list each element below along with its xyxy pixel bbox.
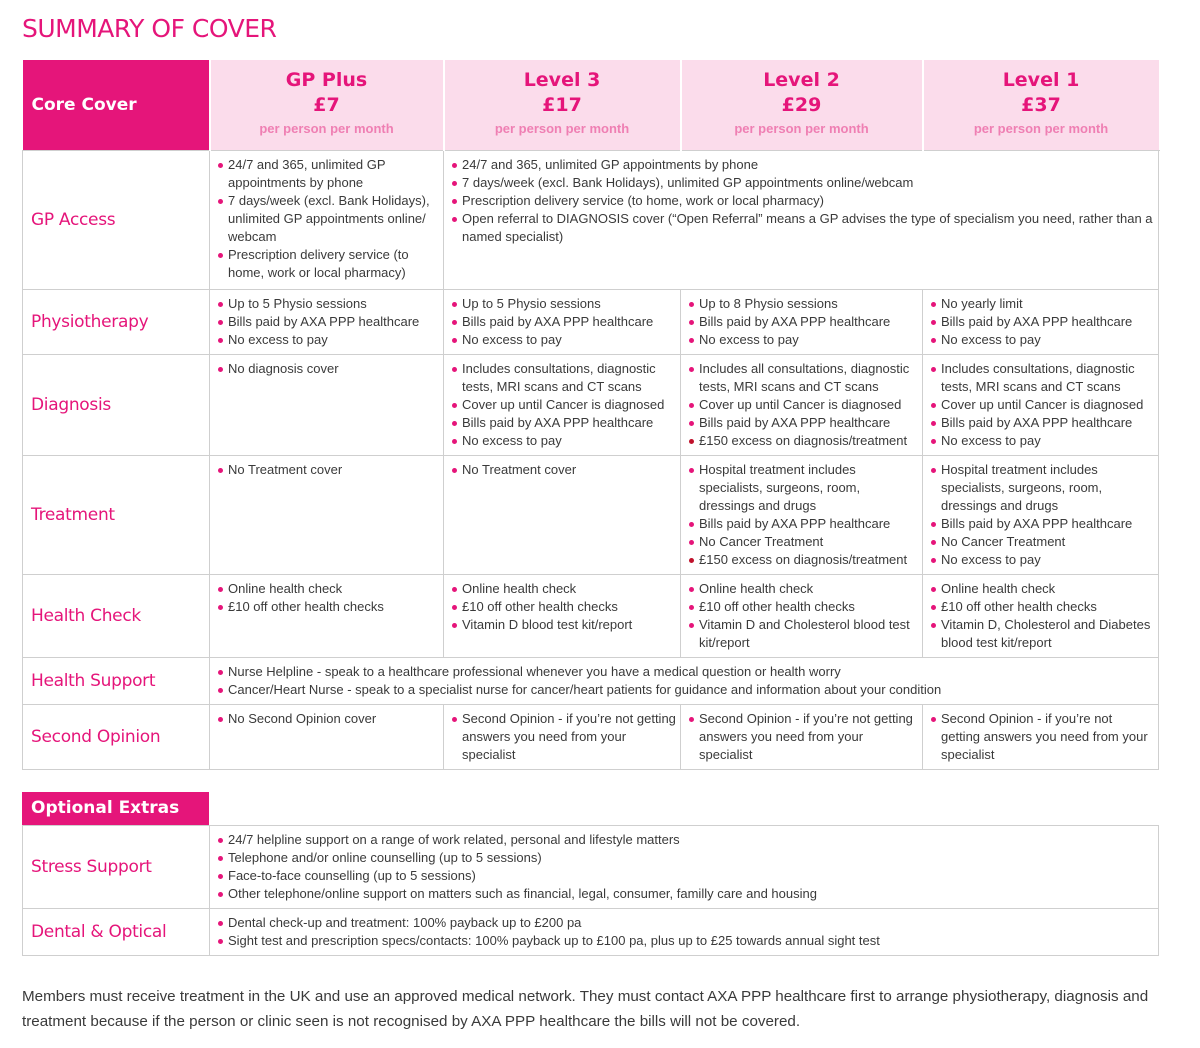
bullet-item: Online health check [217, 580, 439, 598]
bullet-item: No excess to pay [930, 331, 1154, 349]
bullet-item: Cancer/Heart Nurse - speak to a specialist nurse for cancer/heart patients for guidance and information about your condition [217, 681, 1154, 699]
cell-treatment-level-1 [923, 456, 1159, 575]
bullet-list [217, 156, 439, 282]
bullet-list [217, 360, 439, 378]
bullet-list [451, 580, 676, 634]
row-label-physiotherapy: Physiotherapy [23, 290, 210, 355]
plan-header-level-1 [923, 60, 1159, 151]
bullet-item: Bills paid by AXA PPP healthcare [688, 414, 918, 432]
bullet-list [930, 710, 1154, 764]
bullet-item: Online health check [688, 580, 918, 598]
bullet-list [217, 914, 1154, 950]
bullet-item: Hospital treatment includes specialists, surgeons, room, dressings and drugs [688, 461, 918, 515]
cell-physiotherapy-level-2 [681, 290, 923, 355]
bullet-item: Vitamin D, Cholesterol and Diabetes blood test kit/report [930, 616, 1154, 652]
row-label-second-opinion: Second Opinion [23, 705, 210, 770]
bullet-item: 24/7 helpline support on a range of work related, personal and lifestyle matters [217, 831, 1154, 849]
bullet-item: Telephone and/or online counselling (up to 5 sessions) [217, 849, 1154, 867]
cell-physiotherapy-gp-plus [210, 290, 444, 355]
bullet-item: Includes consultations, diagnostic tests, MRI scans and CT scans [930, 360, 1154, 396]
bullet-item: £10 off other health checks [930, 598, 1154, 616]
bullet-item: Bills paid by AXA PPP healthcare [930, 414, 1154, 432]
bullet-item: Bills paid by AXA PPP healthcare [451, 414, 676, 432]
bullet-item: Prescription delivery service (to home, work or local pharmacy) [217, 246, 439, 282]
bullet-list [451, 156, 1154, 246]
cell-health-check-level-3 [444, 575, 681, 658]
bullet-item: No Cancer Treatment [688, 533, 918, 551]
plan-name: GP Plus [285, 69, 368, 91]
bullet-item: Online health check [451, 580, 676, 598]
bullet-list [930, 461, 1154, 569]
bullet-item: £10 off other health checks [451, 598, 676, 616]
row-stress-support [23, 826, 1159, 909]
plan-header-gp-plus [210, 60, 444, 151]
bullet-item: £150 excess on diagnosis/treatment [688, 551, 918, 569]
bullet-item: Bills paid by AXA PPP healthcare [688, 313, 918, 331]
row-label-dental-optical: Dental & Optical [23, 909, 210, 956]
bullet-list [930, 580, 1154, 652]
bullet-list [688, 580, 918, 652]
row-gp-access [23, 151, 1159, 290]
bullet-item: 7 days/week (excl. Bank Holidays), unlimited GP appointments online/webcam [451, 174, 1154, 192]
bullet-item: £10 off other health checks [217, 598, 439, 616]
row-label-diagnosis: Diagnosis [23, 355, 210, 456]
bullet-list [217, 461, 439, 479]
bullet-item: Hospital treatment includes specialists, surgeons, room, dressings and drugs [930, 461, 1154, 515]
cell-diagnosis-level-3 [444, 355, 681, 456]
cell-health-check-level-2 [681, 575, 923, 658]
cell-stress-support [210, 826, 1159, 909]
cell-gp-access-levels [444, 151, 1159, 290]
cell-diagnosis-level-2 [681, 355, 923, 456]
bullet-item: Includes all consultations, diagnostic tests, MRI scans and CT scans [688, 360, 918, 396]
plan-price-note: per person per month [973, 121, 1109, 136]
cell-treatment-level-3 [444, 456, 681, 575]
bullet-item: Vitamin D and Cholesterol blood test kit/report [688, 616, 918, 652]
bullet-item: Face-to-face counselling (up to 5 sessions) [217, 867, 1154, 885]
cell-second-opinion-gp-plus [210, 705, 444, 770]
optional-extras-header: Optional Extras [22, 792, 209, 825]
page-title: SUMMARY OF COVER [22, 14, 277, 43]
plan-price: £29 [781, 94, 822, 116]
bullet-item: Nurse Helpline - speak to a healthcare professional whenever you have a medical question or health worry [217, 663, 1154, 681]
plan-price-note: per person per month [494, 121, 630, 136]
plan-header-row [23, 60, 1159, 151]
bullet-item: Prescription delivery service (to home, work or local pharmacy) [451, 192, 1154, 210]
row-label-health-check: Health Check [23, 575, 210, 658]
bullet-list [217, 663, 1154, 699]
bullet-item: No Treatment cover [451, 461, 676, 479]
plan-price: £7 [313, 94, 340, 116]
cell-physiotherapy-level-3 [444, 290, 681, 355]
row-health-support [23, 658, 1159, 705]
bullet-item: Cover up until Cancer is diagnosed [930, 396, 1154, 414]
bullet-list [688, 461, 918, 569]
bullet-item: No excess to pay [930, 432, 1154, 450]
bullet-item: No excess to pay [217, 331, 439, 349]
row-dental-optical [23, 909, 1159, 956]
bullet-list [451, 461, 676, 479]
plan-price: £17 [542, 94, 582, 116]
cell-diagnosis-gp-plus [210, 355, 444, 456]
bullet-item: No diagnosis cover [217, 360, 439, 378]
row-health-check [23, 575, 1159, 658]
cell-second-opinion-level-3 [444, 705, 681, 770]
core-cover-header: Core Cover [23, 60, 210, 151]
bullet-item: Vitamin D blood test kit/report [451, 616, 676, 634]
bullet-item: 24/7 and 365, unlimited GP appointments by phone [217, 156, 439, 192]
plan-header-level-3 [444, 60, 681, 151]
bullet-item: Bills paid by AXA PPP healthcare [930, 313, 1154, 331]
bullet-item: Online health check [930, 580, 1154, 598]
bullet-item: Up to 5 Physio sessions [217, 295, 439, 313]
bullet-item: Up to 8 Physio sessions [688, 295, 918, 313]
bullet-item: Cover up until Cancer is diagnosed [688, 396, 918, 414]
bullet-item: Sight test and prescription specs/contacts: 100% payback up to £100 pa, plus up to £25 towards annual sight test [217, 932, 1154, 950]
row-label-gp-access: GP Access [23, 151, 210, 290]
bullet-item: No Cancer Treatment [930, 533, 1154, 551]
bullet-item: Up to 5 Physio sessions [451, 295, 676, 313]
plan-name: Level 3 [523, 69, 601, 91]
cell-second-opinion-level-1 [923, 705, 1159, 770]
bullet-list [688, 360, 918, 450]
cell-dental-optical [210, 909, 1159, 956]
bullet-list [451, 360, 676, 450]
plan-header-level-2 [681, 60, 923, 151]
cell-health-check-level-1 [923, 575, 1159, 658]
bullet-item: No Second Opinion cover [217, 710, 439, 728]
bullet-item: Second Opinion - if you’re not getting answers you need from your specialist [688, 710, 918, 764]
row-treatment [23, 456, 1159, 575]
cell-gp-access-gp-plus [210, 151, 444, 290]
cell-second-opinion-level-2 [681, 705, 923, 770]
row-diagnosis [23, 355, 1159, 456]
bullet-item: £150 excess on diagnosis/treatment [688, 432, 918, 450]
row-physiotherapy [23, 290, 1159, 355]
bullet-item: No excess to pay [930, 551, 1154, 569]
footer-note: Members must receive treatment in the UK and use an approved medical network. They must contact AXA PPP healthcare first to arrange physiotherapy, diagnosis and treatment because if the person or clinic seen is not recognised by AXA PPP healthcare the bills will not be covered. [22, 988, 1149, 1030]
bullet-item: Bills paid by AXA PPP healthcare [217, 313, 439, 331]
core-cover-table [22, 60, 1159, 770]
plan-price-note: per person per month [734, 121, 869, 136]
bullet-list [451, 710, 676, 764]
cell-physiotherapy-level-1 [923, 290, 1159, 355]
bullet-item: Other telephone/online support on matters such as financial, legal, consumer, familly care and housing [217, 885, 1154, 903]
bullet-item: 7 days/week (excl. Bank Holidays), unlimited GP appointments online/ webcam [217, 192, 439, 246]
bullet-item: Second Opinion - if you’re not getting answers you need from your specialist [451, 710, 676, 764]
bullet-item: Cover up until Cancer is diagnosed [451, 396, 676, 414]
bullet-list [688, 295, 918, 349]
bullet-list [451, 295, 676, 349]
row-label-health-support: Health Support [23, 658, 210, 705]
bullet-item: Dental check-up and treatment: 100% payback up to £200 pa [217, 914, 1154, 932]
bullet-item: Bills paid by AXA PPP healthcare [688, 515, 918, 533]
cell-treatment-gp-plus [210, 456, 444, 575]
bullet-item: 24/7 and 365, unlimited GP appointments by phone [451, 156, 1154, 174]
bullet-list [217, 295, 439, 349]
bullet-item: No yearly limit [930, 295, 1154, 313]
bullet-item: Bills paid by AXA PPP healthcare [451, 313, 676, 331]
row-second-opinion [23, 705, 1159, 770]
bullet-item: Second Opinion - if you’re not getting answers you need from your specialist [930, 710, 1154, 764]
bullet-item: Open referral to DIAGNOSIS cover (“Open Referral” means a GP advises the type of specialism you need, rather than a named specialist) [451, 210, 1154, 246]
bullet-item: Includes consultations, diagnostic tests, MRI scans and CT scans [451, 360, 676, 396]
bullet-list [217, 831, 1154, 903]
bullet-item: Bills paid by AXA PPP healthcare [930, 515, 1154, 533]
bullet-list [217, 580, 439, 616]
cell-diagnosis-level-1 [923, 355, 1159, 456]
cell-health-support-all [210, 658, 1159, 705]
bullet-list [217, 710, 439, 728]
bullet-item: No excess to pay [451, 331, 676, 349]
bullet-item: No excess to pay [451, 432, 676, 450]
plan-price: £37 [1021, 94, 1061, 116]
plan-name: Level 2 [763, 69, 840, 91]
bullet-list [930, 360, 1154, 450]
bullet-item: No Treatment cover [217, 461, 439, 479]
bullet-item: £10 off other health checks [688, 598, 918, 616]
row-label-stress-support: Stress Support [23, 826, 210, 909]
row-label-treatment: Treatment [23, 456, 210, 575]
cell-health-check-gp-plus [210, 575, 444, 658]
bullet-list [930, 295, 1154, 349]
bullet-item: No excess to pay [688, 331, 918, 349]
plan-price-note: per person per month [259, 121, 394, 136]
plan-name: Level 1 [1002, 69, 1080, 91]
cell-treatment-level-2 [681, 456, 923, 575]
optional-extras-table [22, 825, 1159, 956]
bullet-list [688, 710, 918, 764]
